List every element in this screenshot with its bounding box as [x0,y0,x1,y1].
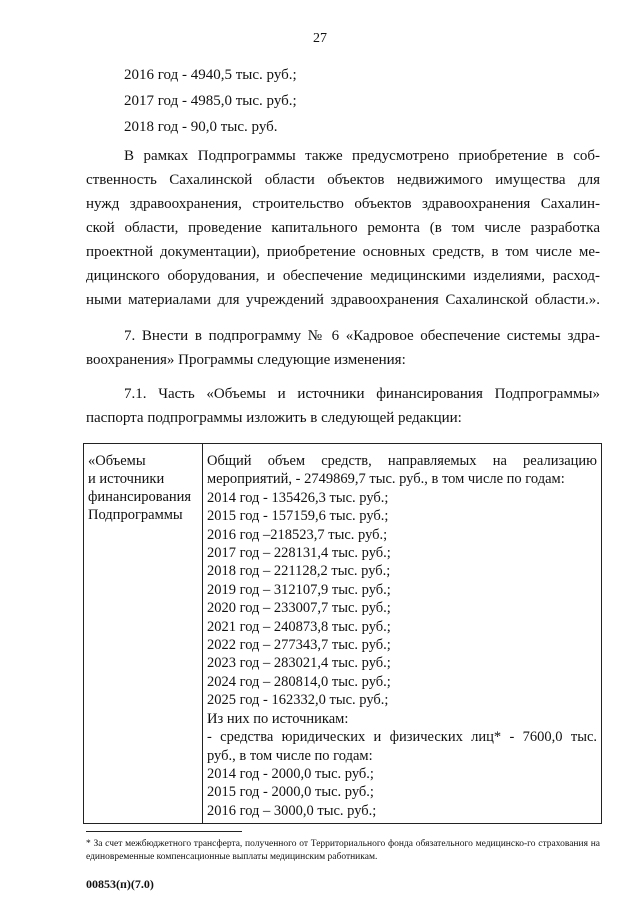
content-line: 2018 год – 221128,2 тыс. руб.; [207,563,391,580]
content-line: 2014 год - 2000,0 тыс. руб.; [207,765,374,782]
content-line: 2020 год – 233007,7 тыс. руб.; [207,600,391,617]
paragraph-line: 7.1. Часть «Объемы и источники финансирования Подпрограммы» [124,386,600,402]
label-line: Подпрограммы [88,507,183,523]
paragraph-line: ской области, проведение капитального ремонта (в том числе разработка [86,220,600,236]
document-code: 00853(п)(7.0) [86,877,154,891]
content-line: 2024 год – 280814,0 тыс. руб.; [207,673,391,690]
content-line: 2015 год - 2000,0 тыс. руб.; [207,784,374,801]
paragraph-line: В рамках Подпрограммы также предусмотрено приобретение в соб- [124,148,600,164]
funding-line-2016: 2016 год - 4940,5 тыс. руб.; [124,67,297,83]
paragraph-line: воохранения» Программы следующие изменения: [86,352,406,368]
funding-line-2017: 2017 год - 4985,0 тыс. руб.; [124,93,297,109]
content-line: 2016 год –218523,7 тыс. руб.; [207,526,388,543]
passport-table [83,443,602,824]
paragraph-line: ными материалами для учреждений здравоохранения Сахалинской области.». [86,292,600,308]
funding-line-2018: 2018 год - 90,0 тыс. руб. [124,119,278,135]
paragraph-line: нужд здравоохранения, строительство объектов здравоохранения Сахалин- [86,196,600,212]
label-line: финансирования [88,489,192,505]
content-line: 2025 год - 162332,0 тыс. руб.; [207,692,389,709]
content-line: 2019 год – 312107,9 тыс. руб.; [207,581,391,598]
table-row [84,444,602,824]
footnote-divider [86,831,242,832]
paragraph-line: дицинского оборудования, и обеспечение медицинскими изделиями, расход- [86,268,600,284]
label-line: и источники [88,471,165,487]
footnote: * За счет межбюджетного трансферта, полученного от Территориального фонда обязательного медицинско-го страхования на единовременные компенсационные выплаты медицинским работникам. [86,839,600,862]
content-line: 2021 год – 240873,8 тыс. руб.; [207,618,391,635]
content-line: мероприятий, - 2749869,7 тыс. руб., в том числе по годам: [207,471,565,488]
content-line: руб., в том числе по годам: [207,747,373,764]
content-line: 2016 год – 3000,0 тыс. руб.; [207,802,377,819]
content-line: 2022 год – 277343,7 тыс. руб.; [207,637,391,654]
table-cell-content [203,444,602,824]
page-number: 27 [313,31,327,46]
paragraph-line: проектной документации), приобретение основных средств, в том числе ме- [86,244,600,260]
content-line: 2015 год - 157159,6 тыс. руб.; [207,508,389,525]
content-line: Из них по источникам: [207,710,349,727]
content-line: Общий объем средств, направляемых на реализацию [207,453,597,469]
content-line: 2014 год - 135426,3 тыс. руб.; [207,489,389,506]
content-line: 2023 год – 283021,4 тыс. руб.; [207,655,391,672]
paragraph-line: ственность Сахалинской области объектов недвижимого имущества для [86,172,600,188]
paragraph-line: паспорта подпрограммы изложить в следующей редакции: [86,410,462,426]
paragraph-line: 7. Внести в подпрограмму № 6 «Кадровое обеспечение системы здра- [124,328,600,344]
label-line: «Объемы [88,453,146,469]
table-cell-label [84,444,203,824]
content-line: 2017 год – 228131,4 тыс. руб.; [207,545,391,562]
content-line: - средства юридических и физических лиц* - 7600,0 тыс. [207,729,597,746]
